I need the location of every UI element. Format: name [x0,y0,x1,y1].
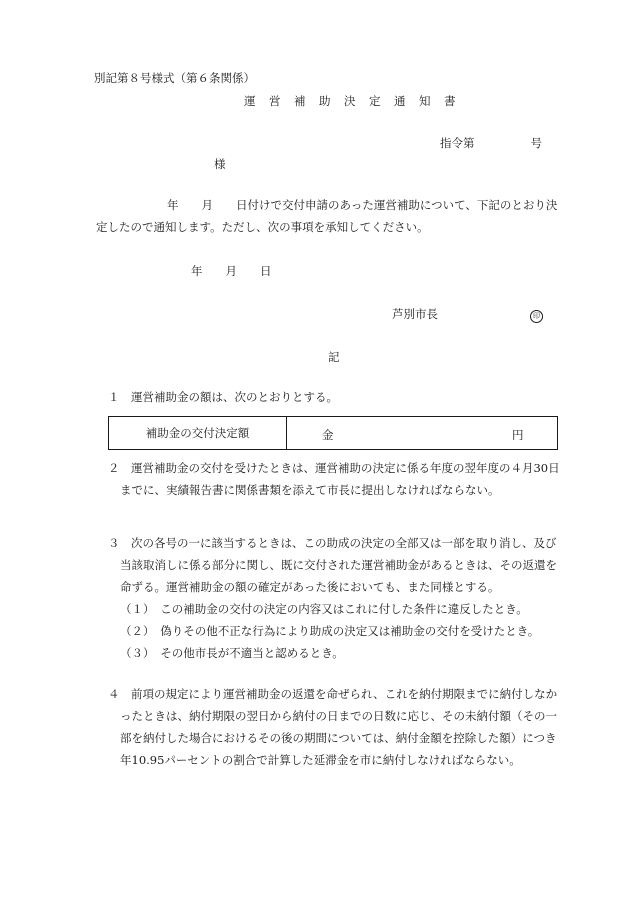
ki-heading: 記 [328,350,340,364]
item-2-line-1: ２ 運営補助金の交付を受けたときは、運営補助の決定に係る年度の翌年度の４月30日 [108,461,560,475]
item-3-line-2: 当該取消しに係る部分に関し、既に交付された運営補助金があるときは、その返還を [120,558,557,572]
form-header: 別記第８号様式（第６条関係） [94,71,255,85]
addressee-honorific: 様 [214,157,226,171]
notification-date: 年 月 日 [191,264,272,278]
issuer-line [392,306,543,323]
item-3-sub-2: （２） 偽りその他不正な行為により助成の決定又は補助金の交付を受けたとき。 [120,624,540,638]
item-3-line-1: ３ 次の各号の一に該当するときは、この助成の決定の全部又は一部を取り消し、及び [108,536,557,550]
item-4-line-2: ったときは、納付期限の翌日から納付の日までの日数に応じ、その未納付額（その一 [120,709,557,723]
directive-prefix: 指令第 [440,136,475,150]
item-3-sub-3: （３） その他市長が不適当と認めるとき。 [120,646,344,660]
grant-amount-label: 補助金の交付決定額 [109,417,287,450]
item-4-line-1: ４ 前項の規定により運営補助金の返還を命ぜられ、これを納付期限までに納付しなか [108,687,558,701]
intro-line-2: 定したので通知します。ただし、次の事項を承知してください。 [96,220,429,234]
item-1: １ 運営補助金の額は、次のとおりとする。 [108,390,338,404]
issuer-name: 芦別市長 [392,307,438,321]
item-3-line-3: 命ずる。運営補助金の額の確定があった後においても、また同様とする。 [120,580,500,594]
kin-label: 金 [322,428,334,442]
item-3-sub-1: （１） この補助金の交付の決定の内容又はこれに付した条件に違反したとき。 [120,602,528,616]
item-2-line-2: までに、実績報告書に関係書類を添えて市長に提出しなければならない。 [120,483,500,497]
item-4-line-3: 部を納付した場合におけるその後の期間については、納付金額を控除した額）につき [120,731,557,745]
en-label: 円 [512,428,524,442]
seal-icon: 印 [530,310,543,323]
grant-amount-table [108,416,558,450]
document-title: 運 営 補 助 決 定 通 知 書 [244,94,457,108]
intro-line-1: 年 月 日付けで交付申請のあった運営補助について、下記のとおり決 [167,198,558,212]
directive-number [440,135,542,151]
grant-amount-value [287,417,558,450]
item-4-line-4: 年10.95パーセントの割合で計算した延滞金を市に納付しなければならない。 [120,753,521,767]
directive-suffix: 号 [530,136,542,150]
